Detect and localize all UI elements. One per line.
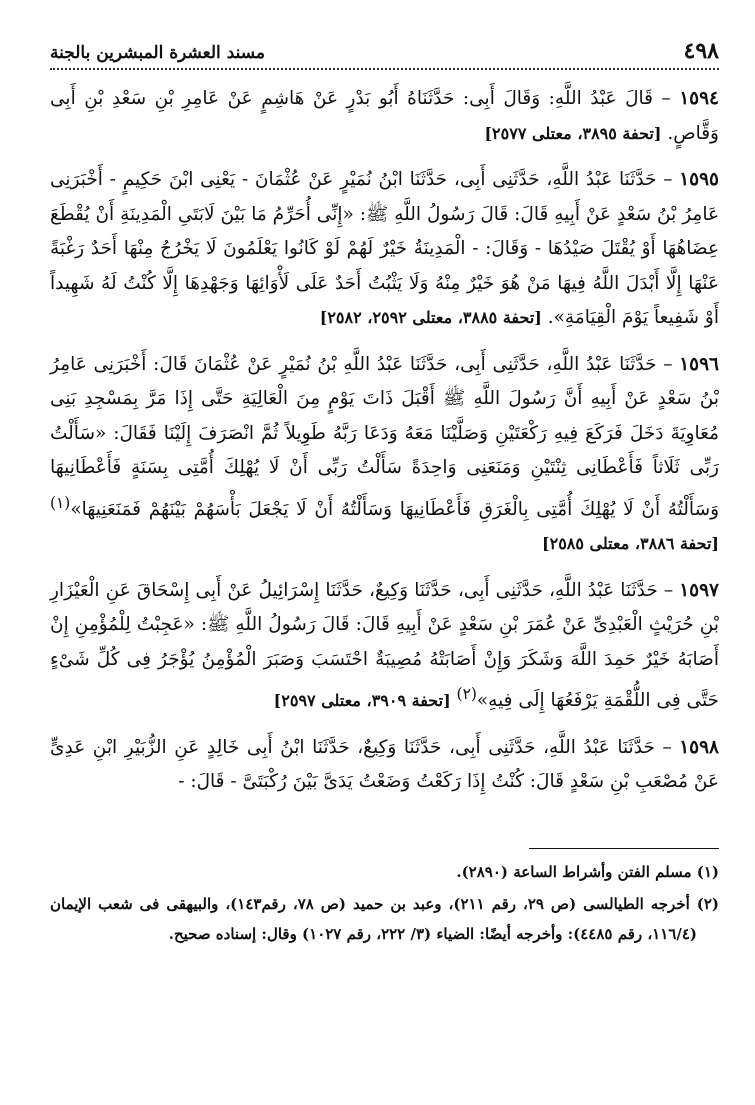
footnote: (٢) أخرجه الطيالسى (ص ٢٩، رقم ٢١١)، وعبد بن حميد (ص ٧٨، رقم١٤٣)، والبيهقى فى شعب الإيمان (١١٦/٤، رقم ٤٤٨٥): وأخرجه أيضًا: الضياء (٣/ ٢٢٢، رقم ١٠٢٧) وقال: إسناده صحيح. — [50, 894, 720, 943]
footnote: (١) مسلم الفتن وأشراط الساعة (٢٨٩٠). — [456, 862, 719, 881]
hadith-paragraph — [50, 82, 719, 151]
running-title: مسند العشرة المبشرين بالجنة — [50, 43, 266, 63]
hadith-reference: [تحفة ٣٩٠٩، معتلى ٢٥٩٧] — [273, 691, 451, 711]
hadith-text: – حَدَّثَنَا عَبْدُ اللَّهِ، حَدَّثَنِى أَبِى، حَدَّثَنَا عَبْدُ اللَّهِ بْنُ نُمَيْرٍ عَنْ عُثْمَانَ قَالَ: أَخْبَرَنِى عَامِرُ بْنُ سَعْدٍ عَنْ أَبِيهِ أَنَّ رَسُولَ اللَّهِ ﷺ أَقْبَلَ ذَاتَ يَوْمٍ مِنَ الْعَالِيَةِ حَتَّى إِذَا مَرَّ بِمَسْجِدِ بَنِى مُعَاوِيَةَ دَخَلَ فَرَكَعَ فِيهِ رَكْعَتَيْنِ وَصَلَّيْنَا مَعَهُ وَدَعَا رَبَّهُ طَوِيلاً ثُمَّ انْصَرَفَ إِلَيْنَا فَقَالَ: «سَأَلْتُ رَبِّى ثَلَاثاً فَأَعْطَانِى ثِنْتَيْنِ وَمَنَعَنِى وَاحِدَةً سَأَلْتُ رَبِّى أَنْ لَا يُهْلِكَ أُمَّتِى بِسَنَةٍ فَأَعْطَانِيهَا وَسَأَلْتُهُ أَنْ لَا يُهْلِكَ أُمَّتِى بِالْغَرَقِ فَأَعْطَانِيهَا وَسَأَلْتُهُ أَنْ لَا يَجْعَلَ بَأْسَهُمْ بَيْنَهُمْ فَمَنَعَنِيهَا» — [50, 353, 719, 520]
hadith-reference: [تحفة ٣٨٨٥، معتلى ٢٥٩٢، ٢٥٨٢] — [319, 308, 542, 327]
hadith-number: ١٥٩٨ — [679, 736, 719, 758]
hadith-paragraph — [50, 163, 719, 336]
hadith-text: – حَدَّثَنَا عَبْدُ اللَّهِ، حَدَّثَنِى أَبِى، حَدَّثَنَا وَكِيعٌ، حَدَّثَنَا إِسْرَائِيلُ عَنْ أَبِى إِسْحَاقَ عَنِ الْعَيْزَارِ بْنِ حُرَيْثٍ الْعَبْدِىِّ عَنْ عُمَرَ بْنِ سَعْدٍ عَنْ أَبِيهِ قَالَ: قَالَ رَسُولُ اللَّهِ ﷺ: «عَجِبْتُ لِلْمُؤْمِنِ إِنْ أَصَابَهُ خَيْرٌ حَمِدَ اللَّهَ وَشَكَرَ وَإِنْ أَصَابَتْهُ مُصِيبَةٌ احْتَسَبَ وَصَبَرَ الْمُؤْمِنُ يُؤْجَرُ فِى كُلِّ شَىْءٍ حَتَّى فِى اللُّقْمَةِ يَرْفَعُهَا إِلَى فِيهِ» — [50, 579, 719, 712]
hadith-number: ١٥٩٧ — [679, 579, 719, 601]
hadith-paragraph — [50, 731, 719, 800]
page-header — [50, 38, 719, 70]
footnote-divider — [529, 848, 719, 849]
footnote-mark: (١) — [50, 493, 71, 512]
hadith-text: – قَالَ عَبْدُ اللَّهِ: وَقَالَ أَبِى: حَدَّثَنَاهُ أَبُو بَدْرٍ عَنْ هَاشِمٍ عَنْ عَامِرِ بْنِ سَعْدِ بْنِ أَبِى وَقَّاصٍ. — [50, 88, 719, 144]
hadith-reference: [تحفة ٣٨٩٥، معتلى ٢٥٧٧] — [484, 123, 662, 143]
hadith-number: ١٥٩٥ — [679, 169, 719, 190]
footnote-mark: (٢) — [456, 685, 477, 704]
hadith-paragraph — [50, 348, 719, 562]
hadith-number: ١٥٩٤ — [679, 88, 719, 109]
hadith-text: – حَدَّثَنَا عَبْدُ اللَّهِ، حَدَّثَنِى أَبِى، حَدَّثَنَا وَكِيعٌ، حَدَّثَنَا ابْنُ أَبِى خَالِدٍ عَنِ الزُّبَيْرِ ابْنِ عَدِىٍّ عَنْ مُصْعَبِ بْنِ سَعْدٍ قَالَ: كُنْتُ إِذَا رَكَعْتُ وَضَعْتُ يَدَىَّ بَيْنَ رُكْبَتَىَّ - قَالَ: - — [50, 736, 719, 793]
hadith-paragraph — [50, 574, 719, 719]
page-number: ٤٩٨ — [683, 38, 719, 64]
hadith-text: – حَدَّثَنَا عَبْدُ اللَّهِ، حَدَّثَنِى أَبِى، حَدَّثَنَا ابْنُ نُمَيْرٍ عَنْ عُثْمَانَ - يَعْنِى ابْنَ حَكِيمٍ - أَخْبَرَنِى عَامِرُ بْنُ سَعْدٍ عَنْ أَبِيهِ قَالَ: قَالَ رَسُولُ اللَّهِ ﷺ: «إِنِّى أُحَرِّمُ مَا بَيْنَ لَابَتَىِ الْمَدِينَةِ أَنْ يُقْطَعَ عِضَاهُهَا أَوْ يُقْتَلَ صَيْدُهَا - وَقَالَ: - الْمَدِينَةُ خَيْرٌ لَهُمْ لَوْ كَانُوا يَعْلَمُونَ لَا يَخْرُجُ مِنْهَا أَحَدٌ رَغْبَةً عَنْهَا إِلَّا أَبْدَلَ اللَّهُ فِيهَا مَنْ هُوَ خَيْرٌ مِنْهُ وَلَا يَثْبُتُ أَحَدٌ عَلَى لَأْوَائِهَا وَجَهْدِهَا إِلَّا كُنْتُ لَهُ شَهِيداً أَوْ شَفِيعاً يَوْمَ الْقِيَامَةِ». — [50, 169, 719, 328]
hadith-number: ١٥٩٦ — [679, 353, 719, 375]
hadith-reference: [تحفة ٣٨٨٦، معتلى ٢٥٨٥] — [542, 534, 719, 554]
